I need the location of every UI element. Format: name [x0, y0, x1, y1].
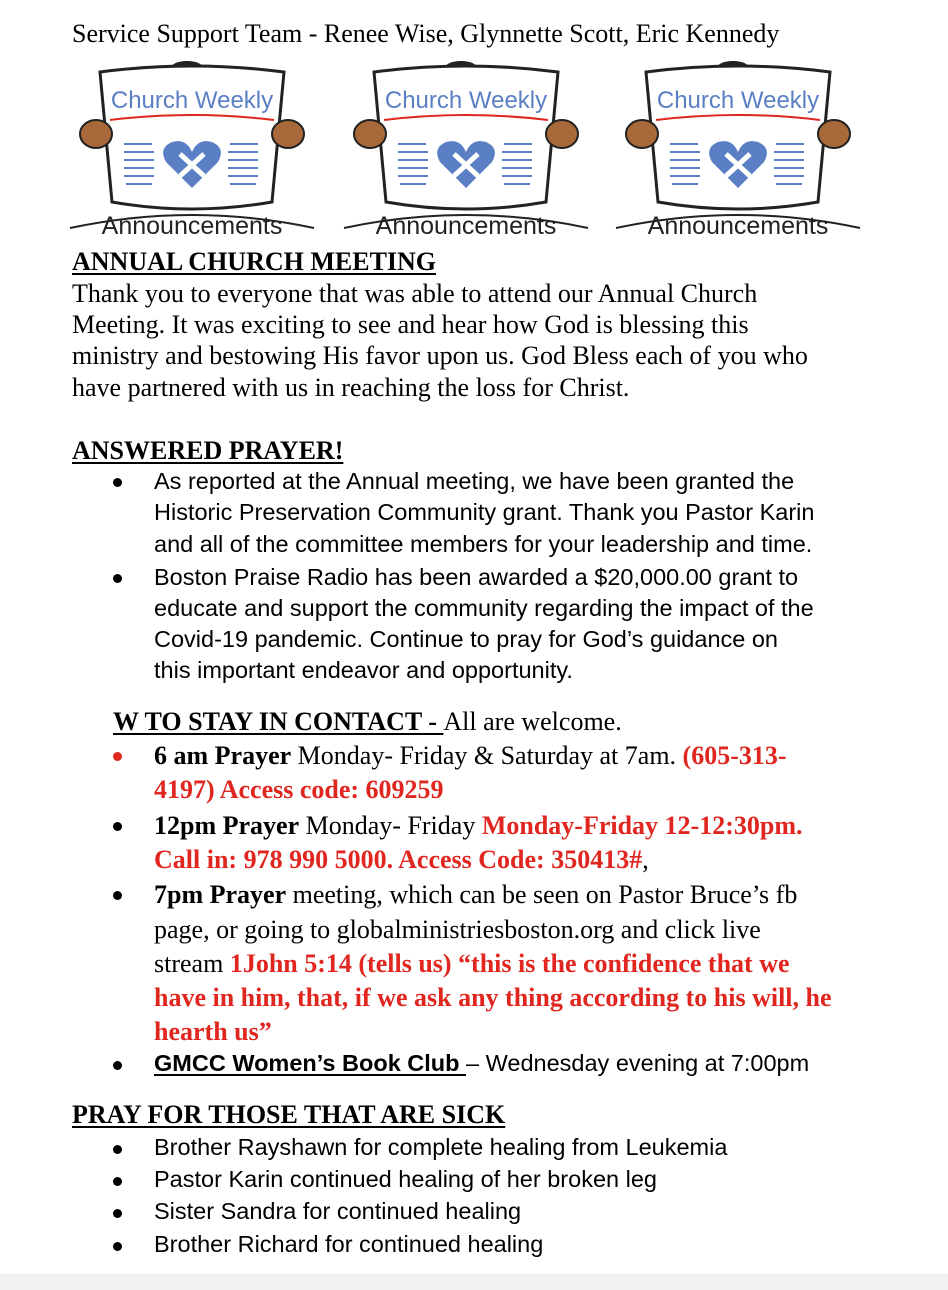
sick-item-3: Sister Sandra for continued healing: [154, 1198, 522, 1224]
contact-heading-suffix: All are welcome.: [443, 707, 622, 736]
answered-item-2-line-1: Boston Praise Radio has been awarded a $20,000.00 grant to: [154, 564, 799, 590]
annual-meeting-heading: ANNUAL CHURCH MEETING: [72, 247, 437, 276]
annual-line-1: Thank you to everyone that was able to attend our Annual Church: [72, 279, 758, 308]
prayer-12pm-schedule: Monday- Friday: [299, 811, 482, 840]
scripture-line-1: 1John 5:14 (tells us) “this is the confidence that we: [229, 949, 790, 978]
contact-heading: W TO STAY IN CONTACT -: [113, 707, 444, 736]
contact-item-4-line: [154, 1048, 809, 1079]
prayer-7pm-desc-2: page, or going to globalministriesboston.org and click live: [154, 915, 761, 944]
contact-heading-line: [113, 706, 622, 738]
banner-subtitle-3: Announcements: [647, 212, 829, 240]
contact-item-1-line-1: [154, 740, 787, 772]
contact-item-3-line-3: [154, 948, 790, 980]
prayer-7pm-desc-1: meeting, which can be seen on Pastor Bruce’s fb: [286, 880, 798, 909]
bullet-dot: [113, 1145, 122, 1154]
bullet-dot-red: [113, 752, 122, 761]
team-line: Service Support Team - Renee Wise, Glynnette Scott, Eric Kennedy: [72, 19, 780, 48]
answered-prayer-heading: ANSWERED PRAYER!: [72, 436, 344, 465]
contact-item-3-line-1: [154, 879, 797, 911]
bullet-dot: [113, 1209, 122, 1218]
answered-item-2-line-4: this important endeavor and opportunity.: [154, 657, 573, 683]
bullet-dot: [113, 574, 122, 583]
banner-title-2: Church Weekly: [384, 87, 548, 114]
sick-item-2: Pastor Karin continued healing of her broken leg: [154, 1166, 657, 1192]
prayer-6am-schedule: Monday- Friday & Saturday at 7am.: [291, 741, 683, 770]
bullet-dot: [113, 822, 122, 831]
prayer-7pm-label: 7pm Prayer: [154, 880, 287, 909]
page-bottom-margin: [0, 1274, 948, 1290]
book-club-link[interactable]: GMCC Women’s Book Club: [154, 1050, 467, 1076]
prayer-6am-phone-part-2: 4197) Access code: 609259: [154, 775, 444, 804]
bullet-dot: [113, 478, 122, 487]
annual-line-3: ministry and bestowing His favor upon us. God Bless each of you who: [72, 341, 808, 370]
prayer-6am-phone-part-1: (605-313-: [682, 741, 787, 770]
annual-line-2: Meeting. It was exciting to see and hear how God is blessing this: [72, 310, 749, 339]
banner-subtitle-2: Announcements: [375, 212, 557, 240]
scripture-line-2: have in him, that, if we ask any thing according to his will, he: [154, 983, 832, 1012]
prayer-12pm-time: Monday-Friday 12-12:30pm.: [481, 811, 803, 840]
bullet-dot: [113, 1242, 122, 1251]
bullet-dot: [113, 1177, 122, 1186]
church-weekly-banner-1: [62, 52, 322, 244]
banner-subtitle-1: Announcements: [101, 212, 283, 240]
answered-item-2-line-2: educate and support the community regarding the impact of the: [154, 595, 814, 621]
sick-item-1: Brother Rayshawn for complete healing from Leukemia: [154, 1134, 728, 1160]
scripture-line-3: hearth us”: [154, 1017, 272, 1046]
prayer-12pm-comma: ,: [642, 845, 649, 874]
bullet-dot: [113, 891, 122, 900]
answered-item-1-line-1: As reported at the Annual meeting, we have been granted the: [154, 468, 795, 494]
contact-item-2-line-2: [154, 844, 649, 876]
annual-line-4: have partnered with us in reaching the loss for Christ.: [72, 373, 630, 402]
prayer-12pm-label: 12pm Prayer: [154, 811, 300, 840]
contact-item-2-line-1: [154, 810, 803, 842]
prayer-7pm-desc-3: stream: [154, 949, 230, 978]
banner-title-3: Church Weekly: [656, 87, 820, 114]
answered-item-1-line-2: Historic Preservation Community grant. Thank you Pastor Karin: [154, 499, 815, 525]
answered-item-1-line-3: and all of the committee members for your leadership and time.: [154, 531, 813, 557]
bullet-dot: [113, 1061, 122, 1070]
church-weekly-banner-3: [608, 52, 868, 244]
church-weekly-banner-2: [336, 52, 596, 244]
sick-item-4: Brother Richard for continued healing: [154, 1231, 544, 1257]
banner-title-1: Church Weekly: [110, 87, 274, 114]
prayer-12pm-call-in: Call in: 978 990 5000. Access Code: 350413#: [154, 845, 643, 874]
book-club-schedule: – Wednesday evening at 7:00pm: [466, 1050, 810, 1076]
answered-item-2-line-3: Covid-19 pandemic. Continue to pray for God’s guidance on: [154, 626, 779, 652]
prayer-6am-label: 6 am Prayer: [154, 741, 292, 770]
pray-sick-heading: PRAY FOR THOSE THAT ARE SICK: [72, 1100, 506, 1129]
